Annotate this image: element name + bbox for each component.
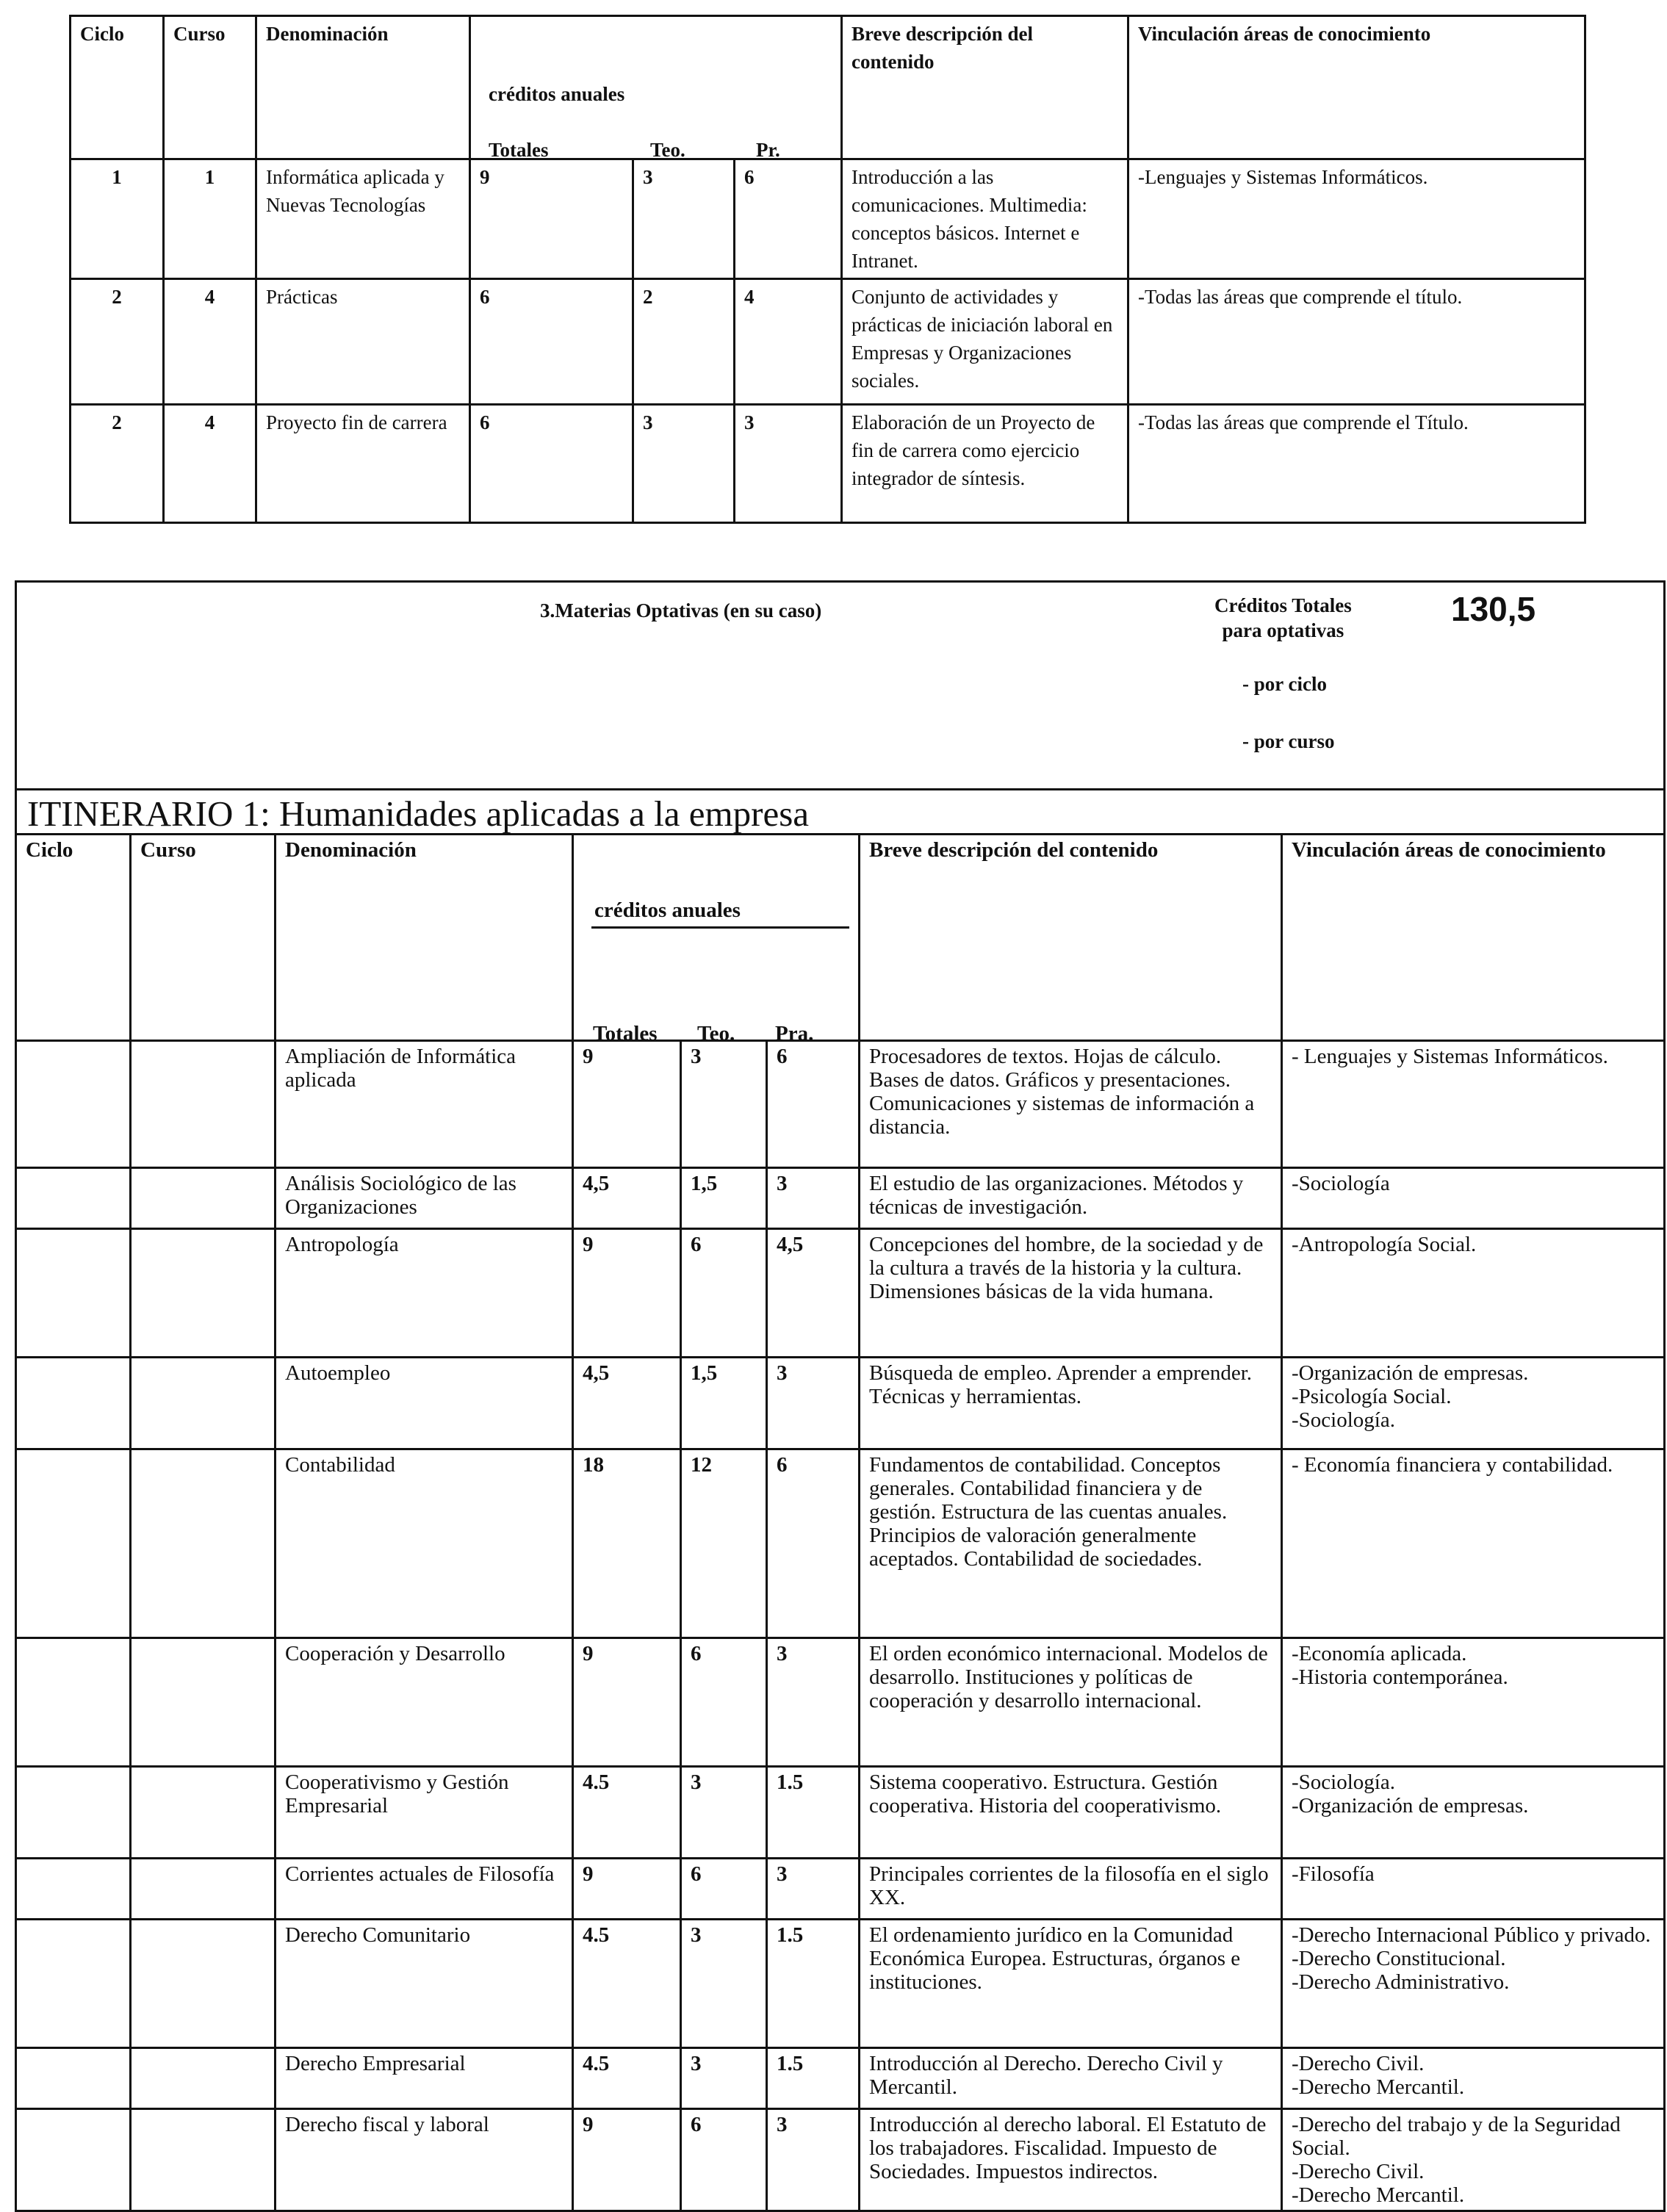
cell-curso xyxy=(131,1638,276,1767)
table-row xyxy=(16,1920,1665,2048)
cell-totales: 9 xyxy=(573,1229,681,1358)
header-creditos-label: créditos anuales xyxy=(489,83,625,105)
cell-denominacion: Informática aplicada y Nuevas Tecnologías xyxy=(256,159,470,279)
cell-descripcion: Principales corrientes de la filosofía en el siglo XX. xyxy=(860,1859,1282,1920)
cell-pra: 3 xyxy=(767,2109,860,2211)
table-row xyxy=(16,1859,1665,1920)
cell-pr: 6 xyxy=(735,159,842,279)
cell-vinculacion: -Economía aplicada. -Historia contemporánea. xyxy=(1282,1638,1665,1767)
table-row xyxy=(16,2048,1665,2109)
cell-denominacion: Cooperación y Desarrollo xyxy=(276,1638,573,1767)
header-row xyxy=(16,835,1665,1041)
cell-pr: 4 xyxy=(735,279,842,405)
cell-ciclo xyxy=(16,1229,131,1358)
cell-teo: 12 xyxy=(681,1449,767,1638)
cell-curso: 1 xyxy=(164,159,256,279)
cell-totales: 4.5 xyxy=(573,2048,681,2109)
cell-vinculacion: -Sociología xyxy=(1282,1168,1665,1229)
cell-vinculacion: -Lenguajes y Sistemas Informáticos. xyxy=(1128,159,1585,279)
cell-teo: 3 xyxy=(681,2048,767,2109)
cell-curso: 4 xyxy=(164,279,256,405)
cell-ciclo: 2 xyxy=(71,279,164,405)
creditos-totales-label xyxy=(1214,593,1352,643)
cell-descripcion: Procesadores de textos. Hojas de cálculo. Bases de datos. Gráficos y presentaciones. Comunicaciones y sistemas de información a distancia. xyxy=(860,1041,1282,1168)
cell-vinculacion: - Economía financiera y contabilidad. xyxy=(1282,1449,1665,1638)
cell-ciclo: 1 xyxy=(71,159,164,279)
header-curso: Curso xyxy=(131,835,276,1041)
table-row xyxy=(16,1449,1665,1638)
cell-ciclo xyxy=(16,1920,131,2048)
table-row xyxy=(71,279,1585,405)
table-row xyxy=(16,1041,1665,1168)
header-creditos xyxy=(470,16,842,159)
cell-curso xyxy=(131,1920,276,2048)
creditos-totales-line2: para optativas xyxy=(1222,619,1344,641)
cell-ciclo xyxy=(16,1168,131,1229)
cell-vinculacion: - Lenguajes y Sistemas Informáticos. xyxy=(1282,1041,1665,1168)
table-row xyxy=(16,1168,1665,1229)
cell-curso xyxy=(131,2048,276,2109)
header-teo: Teo. xyxy=(650,139,685,161)
cell-denominacion: Autoempleo xyxy=(276,1358,573,1449)
cell-totales: 9 xyxy=(573,2109,681,2211)
cell-descripcion: El estudio de las organizaciones. Métodos y técnicas de investigación. xyxy=(860,1168,1282,1229)
cell-denominacion: Derecho Empresarial xyxy=(276,2048,573,2109)
cell-totales: 4,5 xyxy=(573,1168,681,1229)
cell-vinculacion: -Derecho del trabajo y de la Seguridad Social. -Derecho Civil. -Derecho Mercantil. xyxy=(1282,2109,1665,2211)
header-totales: Totales xyxy=(489,139,549,161)
cell-descripcion: Fundamentos de contabilidad. Conceptos generales. Contabilidad financiera y de gestión. Estructura de las cuentas anuales. Principios de valoración generalmente aceptados. Contabilidad de sociedades. xyxy=(860,1449,1282,1638)
header-totales: Totales xyxy=(593,1022,658,1045)
table-row xyxy=(71,405,1585,523)
header-descripcion: Breve descripción del contenido xyxy=(842,16,1128,159)
cell-descripcion: El orden económico internacional. Modelos de desarrollo. Instituciones y políticas de cooperación y desarrollo internacional. xyxy=(860,1638,1282,1767)
cell-pra: 1.5 xyxy=(767,1920,860,2048)
cell-denominacion: Contabilidad xyxy=(276,1449,573,1638)
header-creditos-underline xyxy=(591,926,849,929)
optativas-summary-row xyxy=(16,582,1665,790)
cell-vinculacion: -Filosofía xyxy=(1282,1859,1665,1920)
cell-pra: 1.5 xyxy=(767,2048,860,2109)
table-row xyxy=(16,1358,1665,1449)
header-ciclo: Ciclo xyxy=(16,835,131,1041)
cell-ciclo xyxy=(16,1358,131,1449)
cell-denominacion: Cooperativismo y Gestión Empresarial xyxy=(276,1767,573,1859)
cell-totales: 9 xyxy=(470,159,633,279)
cell-teo: 3 xyxy=(633,159,735,279)
cell-teo: 3 xyxy=(633,405,735,523)
header-denominacion: Denominación xyxy=(256,16,470,159)
table-row xyxy=(16,1638,1665,1767)
cell-descripcion: Introducción al derecho laboral. El Estatuto de los trabajadores. Fiscalidad. Impuesto de Sociedades. Impuestos indirectos. xyxy=(860,2109,1282,2211)
cell-descripcion: Sistema cooperativo. Estructura. Gestión cooperativa. Historia del cooperativismo. xyxy=(860,1767,1282,1859)
cell-curso xyxy=(131,1168,276,1229)
cell-curso xyxy=(131,2109,276,2211)
troncales-table xyxy=(69,15,1586,524)
cell-curso xyxy=(131,1449,276,1638)
cell-teo: 3 xyxy=(681,1920,767,2048)
header-row xyxy=(71,16,1585,159)
itinerario-title: ITINERARIO 1: Humanidades aplicadas a la empresa xyxy=(16,790,1665,835)
cell-descripcion: Introducción al Derecho. Derecho Civil y Mercantil. xyxy=(860,2048,1282,2109)
cell-teo: 6 xyxy=(681,1229,767,1358)
cell-denominacion: Análisis Sociológico de las Organizaciones xyxy=(276,1168,573,1229)
cell-denominacion: Proyecto fin de carrera xyxy=(256,405,470,523)
cell-denominacion: Antropología xyxy=(276,1229,573,1358)
header-creditos-label: créditos anuales xyxy=(594,898,741,922)
cell-vinculacion: -Organización de empresas. -Psicología Social. -Sociología. xyxy=(1282,1358,1665,1449)
optativas-table xyxy=(15,580,1666,2212)
cell-pra: 3 xyxy=(767,1859,860,1920)
cell-pra: 6 xyxy=(767,1449,860,1638)
cell-vinculacion: -Derecho Internacional Público y privado. -Derecho Constitucional. -Derecho Administrativo. xyxy=(1282,1920,1665,2048)
cell-totales: 4,5 xyxy=(573,1358,681,1449)
por-ciclo-label: - por ciclo xyxy=(1242,673,1327,695)
cell-totales: 9 xyxy=(573,1859,681,1920)
itinerario-title-row xyxy=(16,790,1665,835)
cell-ciclo: 2 xyxy=(71,405,164,523)
cell-curso xyxy=(131,1229,276,1358)
cell-teo: 6 xyxy=(681,2109,767,2211)
cell-totales: 18 xyxy=(573,1449,681,1638)
cell-totales: 9 xyxy=(573,1041,681,1168)
cell-vinculacion: -Todas las áreas que comprende el título. xyxy=(1128,279,1585,405)
cell-descripcion: Introducción a las comunicaciones. Multimedia: conceptos básicos. Internet e Intranet. xyxy=(842,159,1128,279)
cell-curso xyxy=(131,1358,276,1449)
cell-ciclo xyxy=(16,1638,131,1767)
cell-curso xyxy=(131,1041,276,1168)
cell-vinculacion: -Derecho Civil. -Derecho Mercantil. xyxy=(1282,2048,1665,2109)
cell-totales: 6 xyxy=(470,405,633,523)
cell-pra: 1.5 xyxy=(767,1767,860,1859)
cell-ciclo xyxy=(16,2109,131,2211)
table-row xyxy=(16,1767,1665,1859)
header-pr: Pr. xyxy=(756,139,780,161)
cell-teo: 2 xyxy=(633,279,735,405)
cell-teo: 3 xyxy=(681,1767,767,1859)
cell-pr: 3 xyxy=(735,405,842,523)
table-row xyxy=(71,159,1585,279)
header-vinculacion: Vinculación áreas de conocimiento xyxy=(1282,835,1665,1041)
cell-teo: 3 xyxy=(681,1041,767,1168)
cell-denominacion: Prácticas xyxy=(256,279,470,405)
cell-denominacion: Ampliación de Informática aplicada xyxy=(276,1041,573,1168)
cell-denominacion: Derecho Comunitario xyxy=(276,1920,573,2048)
cell-descripcion: Búsqueda de empleo. Aprender a emprender. Técnicas y herramientas. xyxy=(860,1358,1282,1449)
header-descripcion: Breve descripción del contenido xyxy=(860,835,1282,1041)
cell-ciclo xyxy=(16,1767,131,1859)
cell-pra: 4,5 xyxy=(767,1229,860,1358)
optativas-title: 3.Materias Optativas (en su caso) xyxy=(540,599,822,622)
cell-descripcion: El ordenamiento jurídico en la Comunidad Económica Europea. Estructuras, órganos e instituciones. xyxy=(860,1920,1282,2048)
cell-vinculacion: -Sociología. -Organización de empresas. xyxy=(1282,1767,1665,1859)
cell-teo: 1,5 xyxy=(681,1358,767,1449)
optativas-summary xyxy=(16,582,1665,790)
cell-ciclo xyxy=(16,1859,131,1920)
table-row xyxy=(16,1229,1665,1358)
por-curso-label: - por curso xyxy=(1242,730,1335,752)
header-pra: Pra. xyxy=(775,1022,814,1045)
cell-totales: 9 xyxy=(573,1638,681,1767)
cell-vinculacion: -Todas las áreas que comprende el Título. xyxy=(1128,405,1585,523)
cell-teo: 6 xyxy=(681,1859,767,1920)
header-vinculacion: Vinculación áreas de conocimiento xyxy=(1128,16,1585,159)
cell-ciclo xyxy=(16,1041,131,1168)
cell-vinculacion: -Antropología Social. xyxy=(1282,1229,1665,1358)
cell-pra: 3 xyxy=(767,1168,860,1229)
cell-pra: 3 xyxy=(767,1358,860,1449)
cell-descripcion: Elaboración de un Proyecto de fin de carrera como ejercicio integrador de síntesis. xyxy=(842,405,1128,523)
table-row xyxy=(16,2109,1665,2211)
cell-descripcion: Conjunto de actividades y prácticas de iniciación laboral en Empresas y Organizaciones sociales. xyxy=(842,279,1128,405)
cell-denominacion: Derecho fiscal y laboral xyxy=(276,2109,573,2211)
creditos-totales-value: 130,5 xyxy=(1451,590,1536,628)
header-creditos xyxy=(573,835,860,1045)
header-teo: Teo. xyxy=(697,1022,735,1045)
cell-curso xyxy=(131,1767,276,1859)
cell-teo: 6 xyxy=(681,1638,767,1767)
cell-totales: 6 xyxy=(470,279,633,405)
cell-totales: 4.5 xyxy=(573,1920,681,2048)
cell-curso: 4 xyxy=(164,405,256,523)
header-ciclo: Ciclo xyxy=(71,16,164,159)
cell-totales: 4.5 xyxy=(573,1767,681,1859)
header-denominacion: Denominación xyxy=(276,835,573,1041)
cell-pra: 6 xyxy=(767,1041,860,1168)
header-curso: Curso xyxy=(164,16,256,159)
cell-denominacion: Corrientes actuales de Filosofía xyxy=(276,1859,573,1920)
cell-curso xyxy=(131,1859,276,1920)
cell-pra: 3 xyxy=(767,1638,860,1767)
cell-ciclo xyxy=(16,2048,131,2109)
creditos-totales-line1: Créditos Totales xyxy=(1214,594,1352,616)
cell-ciclo xyxy=(16,1449,131,1638)
cell-teo: 1,5 xyxy=(681,1168,767,1229)
cell-descripcion: Concepciones del hombre, de la sociedad y de la cultura a través de la historia y la cultura. Dimensiones básicas de la vida humana. xyxy=(860,1229,1282,1358)
